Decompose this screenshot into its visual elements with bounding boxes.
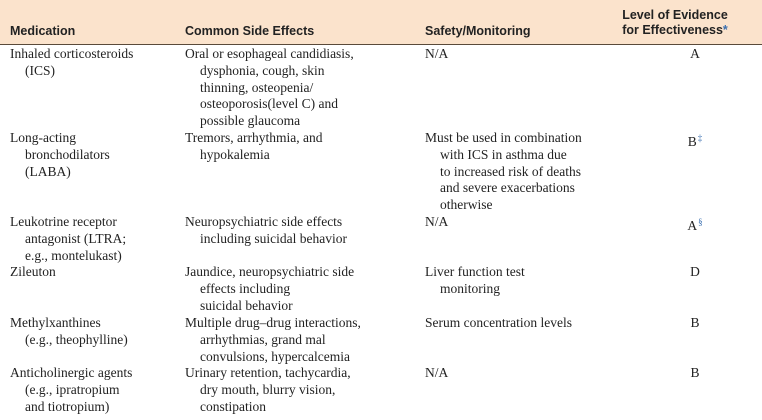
evidence-footnote-mark: § — [698, 217, 703, 227]
side-effects-cell-line: hypokalemia — [200, 146, 270, 162]
medication-cell — [10, 365, 175, 415]
header-evidence-line1: Level of Evidence — [622, 8, 728, 22]
side-effects-cell-line: effects including — [200, 280, 291, 296]
header-evidence-line2: for Effectiveness — [622, 23, 723, 37]
medication-cell — [10, 214, 175, 264]
safety-monitoring-cell — [425, 264, 625, 298]
evidence-level-value: B — [687, 134, 697, 149]
side-effects-cell — [185, 130, 415, 164]
medication-cell-line: antagonist (LTRA; — [25, 230, 127, 246]
side-effects-cell-line: Tremors, arrhythmia, and — [185, 130, 323, 145]
medication-cell-line: Leukotrine receptor — [10, 214, 117, 229]
evidence-level-cell — [620, 130, 762, 151]
safety-monitoring-cell-line: Must be used in combination — [425, 130, 582, 145]
side-effects-cell-line: dysphonia, cough, skin — [200, 62, 325, 78]
side-effects-cell — [185, 46, 415, 130]
side-effects-cell-line: Oral or esophageal candidiasis, — [185, 46, 354, 61]
evidence-level-value: A — [690, 46, 700, 61]
evidence-footnote-mark: ‡ — [697, 133, 703, 143]
medication-cell-line: Inhaled corticosteroids — [10, 46, 134, 61]
medication-cell-line: (LABA) — [25, 163, 71, 179]
evidence-level-value: B — [690, 315, 700, 330]
medication-cell — [10, 130, 175, 180]
medication-cell-line: Zileuton — [10, 264, 56, 279]
evidence-level-value: A — [687, 218, 698, 233]
safety-monitoring-cell-line: to increased risk of deaths — [440, 163, 581, 179]
table-header — [0, 0, 762, 45]
evidence-level-cell — [620, 214, 762, 235]
evidence-level-value: B — [690, 365, 700, 380]
side-effects-cell-line: arrhythmias, grand mal — [200, 331, 326, 347]
side-effects-cell-line: convulsions, hypercalcemia — [200, 348, 350, 364]
safety-monitoring-cell-line: and severe exacerbations — [440, 180, 575, 196]
medication-cell-line: (ICS) — [25, 62, 55, 78]
side-effects-cell — [185, 214, 415, 248]
safety-monitoring-cell-line: N/A — [425, 365, 449, 380]
side-effects-cell-line: possible glaucoma — [200, 113, 301, 129]
side-effects-cell-line: thinning, osteopenia/ — [200, 79, 314, 95]
safety-monitoring-cell-line: Serum concentration levels — [425, 315, 572, 330]
medication-cell-line: Methylxanthines — [10, 315, 101, 330]
medication-cell — [10, 315, 175, 349]
side-effects-cell-line: constipation — [200, 398, 266, 414]
safety-monitoring-cell-line: N/A — [425, 214, 449, 229]
evidence-level-cell — [620, 365, 762, 382]
side-effects-cell-line: including suicidal behavior — [200, 230, 347, 246]
medication-cell — [10, 46, 175, 80]
safety-monitoring-cell-line: otherwise — [440, 197, 493, 213]
header-level-of-evidence — [600, 8, 750, 38]
side-effects-cell — [185, 264, 415, 314]
medication-cell-line: (e.g., ipratropium — [25, 381, 120, 397]
side-effects-cell — [185, 365, 415, 415]
evidence-level-cell — [620, 315, 762, 332]
header-side-effects: Common Side Effects — [185, 24, 315, 38]
side-effects-cell-line: osteoporosis(level C) and — [200, 96, 338, 112]
safety-monitoring-cell — [425, 46, 625, 63]
safety-monitoring-cell-line: Liver function test — [425, 264, 525, 279]
safety-monitoring-cell — [425, 315, 625, 332]
medication-cell-line: Anticholinergic agents — [10, 365, 133, 380]
safety-monitoring-cell-line: monitoring — [440, 280, 500, 296]
evidence-level-cell — [620, 264, 762, 281]
medication-cell-line: e.g., montelukast) — [25, 247, 122, 263]
header-safety-monitoring: Safety/Monitoring — [425, 24, 531, 38]
side-effects-cell-line: suicidal behavior — [200, 297, 293, 313]
safety-monitoring-cell — [425, 214, 625, 231]
medication-cell-line: (e.g., theophylline) — [25, 331, 128, 347]
side-effects-cell-line: dry mouth, blurry vision, — [200, 381, 336, 397]
medication-cell-line: and tiotropium) — [25, 398, 110, 414]
header-medication: Medication — [10, 24, 76, 38]
evidence-level-cell — [620, 46, 762, 63]
medication-cell-line: Long-acting — [10, 130, 76, 145]
safety-monitoring-cell-line: N/A — [425, 46, 449, 61]
side-effects-cell-line: Multiple drug–drug interactions, — [185, 315, 361, 330]
side-effects-cell — [185, 315, 415, 365]
header-evidence-footnote-mark: * — [722, 23, 728, 37]
side-effects-cell-line: Urinary retention, tachycardia, — [185, 365, 351, 380]
medication-cell — [10, 264, 175, 281]
evidence-level-value: D — [690, 264, 700, 279]
safety-monitoring-cell-line: with ICS in asthma due — [440, 146, 567, 162]
side-effects-cell-line: Neuropsychiatric side effects — [185, 214, 343, 229]
medication-cell-line: bronchodilators — [25, 146, 110, 162]
side-effects-cell-line: Jaundice, neuropsychiatric side — [185, 264, 355, 279]
safety-monitoring-cell — [425, 365, 625, 382]
safety-monitoring-cell — [425, 130, 625, 214]
